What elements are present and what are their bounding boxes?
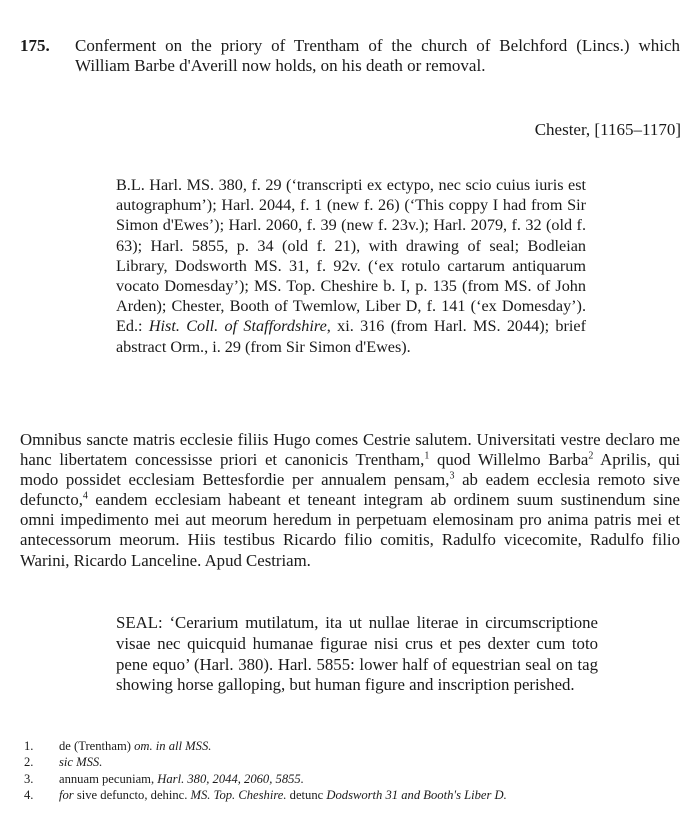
entry-number: 175. — [20, 36, 50, 55]
charter-text — [20, 430, 680, 571]
sources-text-2: , xi. 316 (from Harl. MS. 2044); brief abstract Orm., i. 29 (from Sir Simon d'Ewes). — [116, 317, 586, 356]
footnote-2 — [24, 754, 684, 770]
footnote-ref-4: 4 — [82, 490, 88, 502]
footnote-text-plain: detunc — [286, 788, 327, 803]
footnote-number: 3. — [24, 771, 34, 786]
footnote-number: 2. — [24, 755, 34, 770]
charter-part-4: ab eadem ecclesia remoto sive defuncto, — [20, 470, 680, 510]
footnote-text-italic: Harl. 380, 2044, 2060, 5855. — [157, 771, 304, 786]
seal-text: : ‘Cerarium mutilatum, ita ut nullae literae in circumscriptione visae nec quicquid humanae figurae nisi crus et pes dexter cum toto pene equo’ (Harl. 380). Harl. 5855: lower half of equestrian seal on tag showing horse galloping, but human figure and inscription perished. — [116, 613, 598, 695]
sources-paragraph — [116, 175, 586, 357]
footnote-text — [59, 738, 684, 754]
charter-part-3: Aprilis, qui modo possidet ecclesiam Bettesfordie per annualem pensam, — [20, 450, 680, 490]
place-date: Chester, [1165–1170] — [534, 120, 681, 139]
footnote-3 — [24, 771, 684, 787]
edition-title: Hist. Coll. of Staffordshire — [148, 317, 327, 336]
footnote-text — [59, 771, 684, 787]
seal-label: SEAL — [116, 613, 158, 632]
footnote-ref-3: 3 — [449, 470, 455, 482]
footnote-4 — [24, 787, 684, 803]
footnote-text — [59, 754, 684, 770]
footnote-text-italic: for — [59, 788, 74, 803]
footnote-text-plain: annuam pecuniam, — [59, 771, 158, 786]
footnote-text-plain: sive defuncto, dehinc. — [73, 788, 191, 803]
footnote-number: 1. — [24, 739, 34, 753]
charter-part-2: quod Willelmo Barba — [429, 450, 589, 470]
footnote-text-italic: sic MSS. — [59, 755, 103, 770]
footnote-ref-1: 1 — [424, 450, 430, 462]
footnote-text-italic: MS. Top. Cheshire. — [190, 788, 287, 803]
sources-text-1: B.L. Harl. MS. 380, f. 29 (‘transcripti ex ectypo, nec scio cuius iuris est autographum’); Harl. 2044, f. 1 (new f. 26) (‘This coppy I had from Sir Simon d'Ewes’); Harl. 2060, f. 39 (new f. 23v.); Harl. 2079, f. 32 (old f. 63); Harl. 5855, p. 34 (old f. 21), with drawing of seal; Bodleian Library, Dodsworth MS. 31, f. 92v. (‘ex rotulo cartarum antiquarum vocato Domesday’); MS. Top. Cheshire b. I, p. 135 (from MS. of John Arden); Chester, Booth of Twemlow, Liber D, f. 141 (‘ex Domesday’). Ed.: — [116, 176, 586, 336]
footnote-text-plain: de (Trentham) — [59, 739, 135, 753]
footnote-text — [59, 787, 684, 803]
seal-description — [116, 613, 598, 696]
footnotes — [24, 738, 684, 804]
footnote-text-italic: Dodsworth 31 and Booth's Liber D. — [326, 788, 507, 803]
entry-title: Conferment on the priory of Trentham of the church of Belchford (Lincs.) which William Barbe d'Averill now holds, on his death or removal. — [75, 36, 680, 75]
footnote-text-italic: om. in all MSS. — [134, 739, 212, 753]
footnote-1 — [24, 738, 684, 754]
charter-part-5: eandem ecclesiam habeant et teneant integram ab ordinem suum sustinendum sine omni impedimento mei aut meorum heredum in perpetuam elemosinam pro anima patris mei et antecessorum meorum. Hiis testibus Ricardo filio comitis, Radulfo vicecomite, Radulfo filio Warini, Ricardo Lanceline. Apud Cestriam. — [20, 490, 680, 570]
charter-part-1: Omnibus sancte matris ecclesie filiis Hugo comes Cestrie salutem. Universitati vestre declaro me hanc libertatem concessisse priori et canonicis Trentham, — [20, 430, 680, 470]
footnote-number: 4. — [24, 788, 34, 803]
footnote-ref-2: 2 — [588, 450, 594, 462]
